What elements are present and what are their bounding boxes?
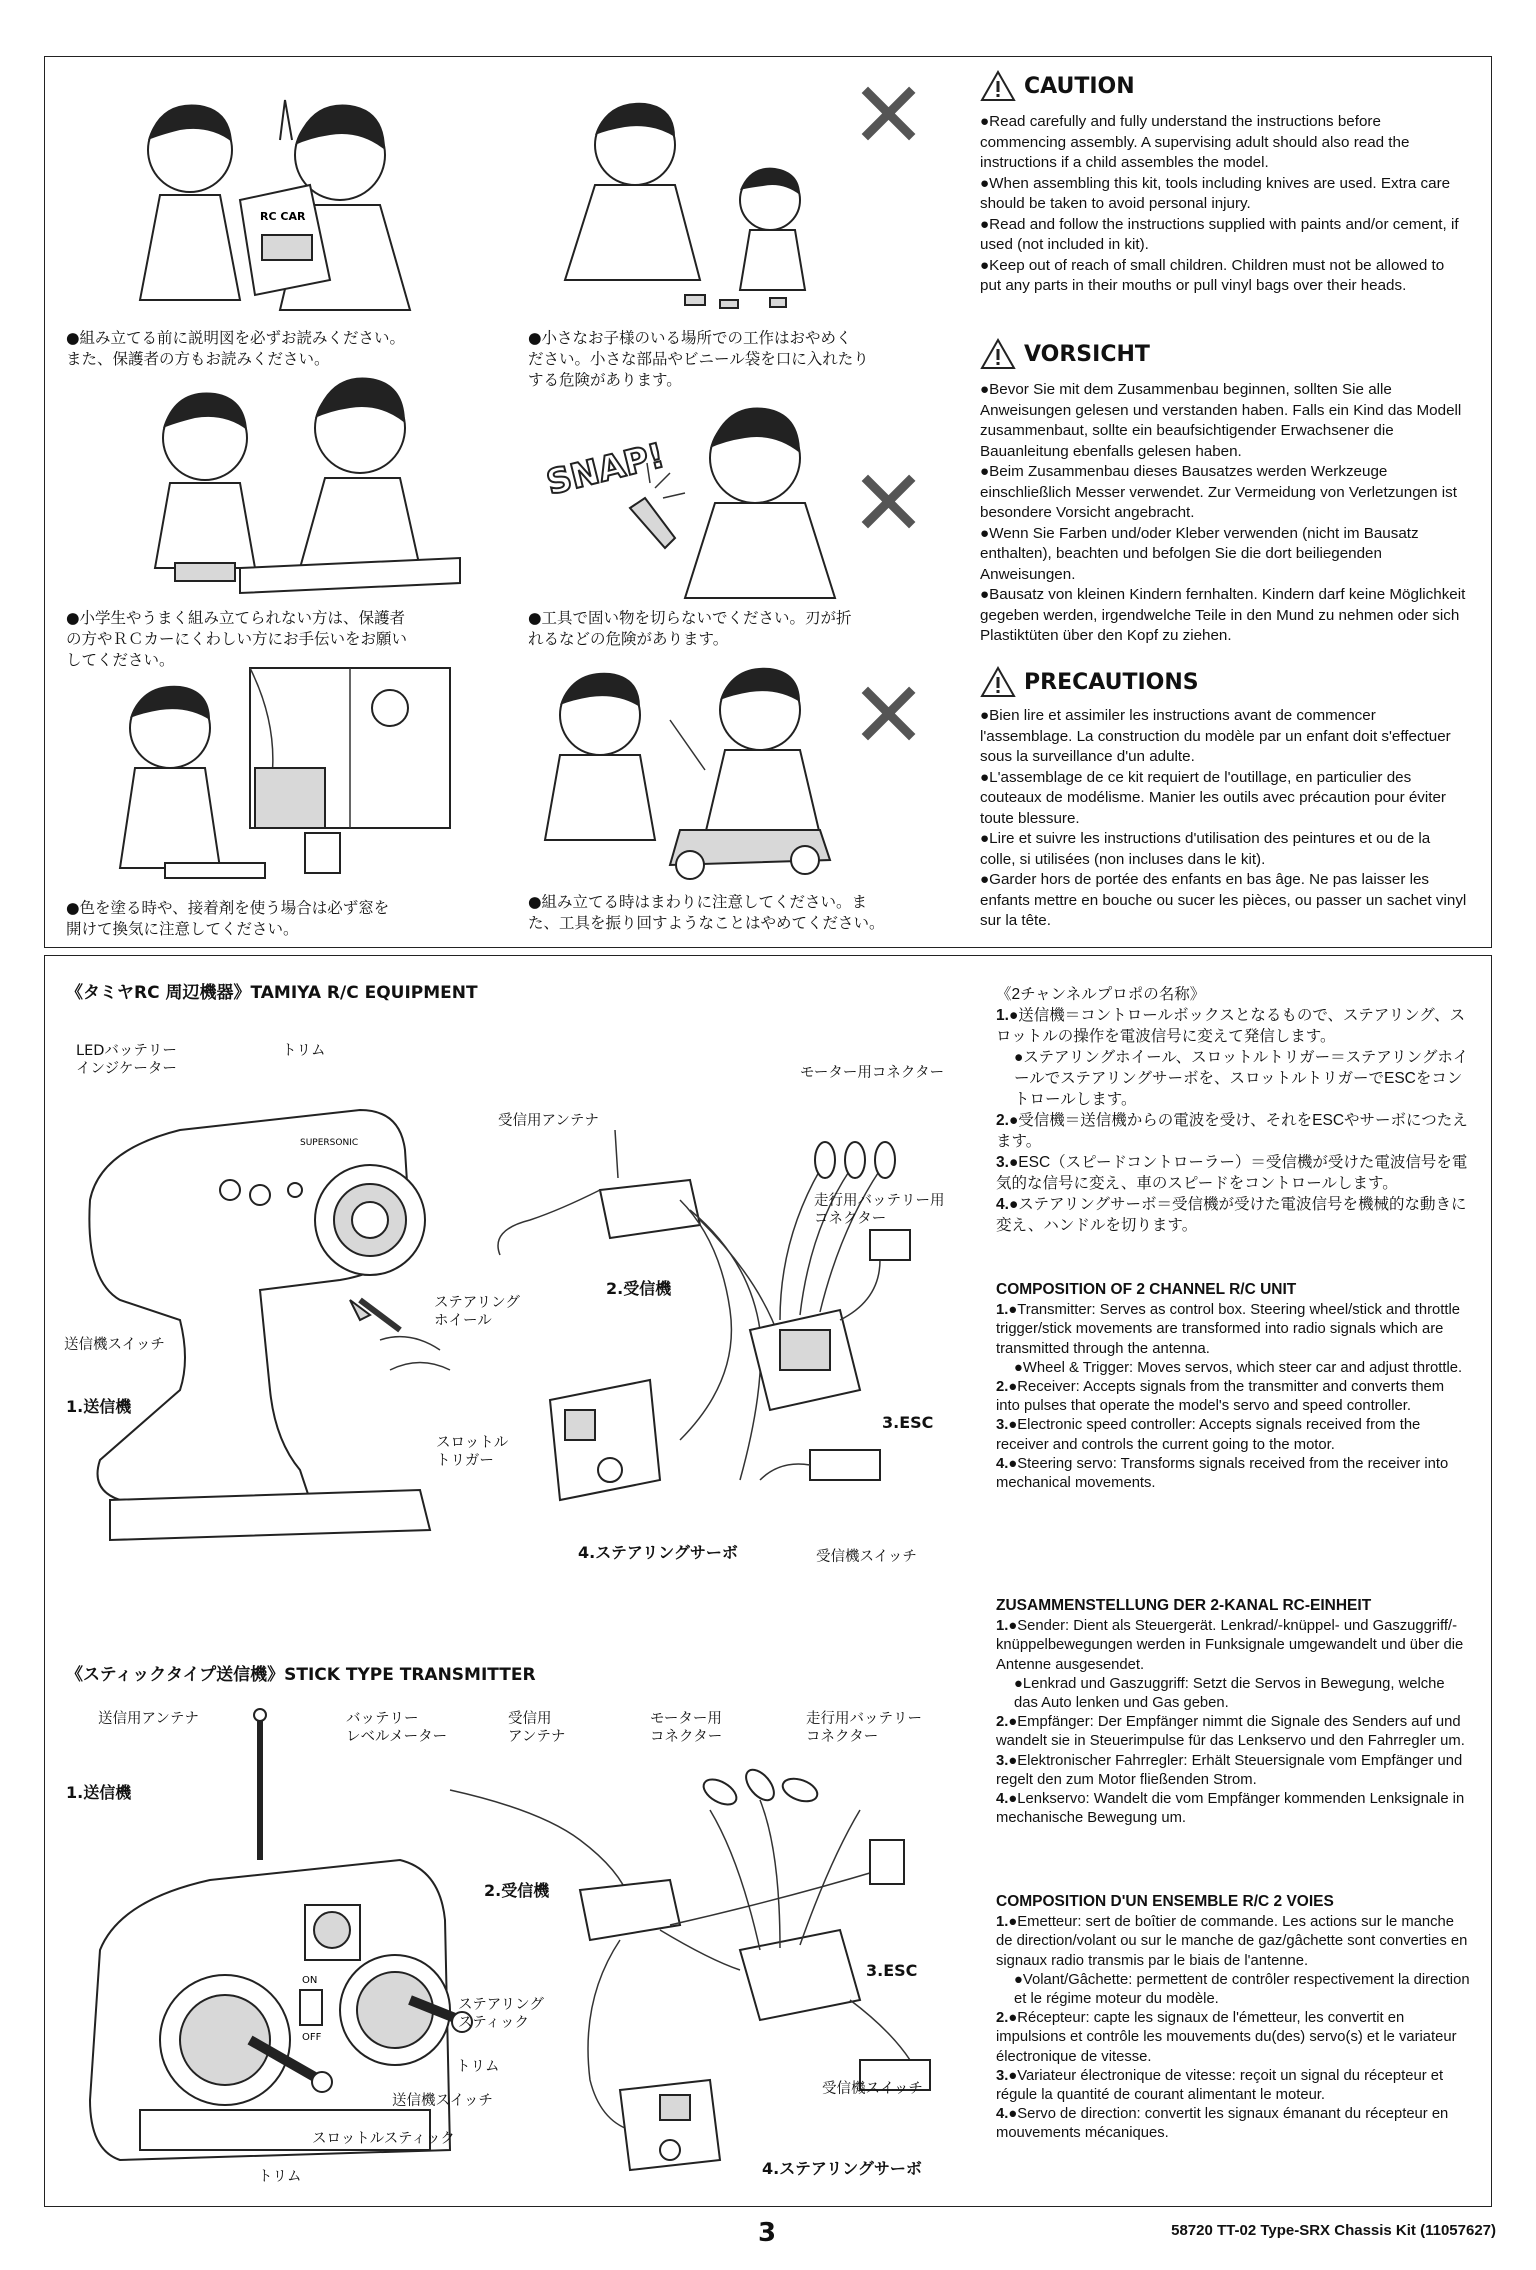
snap-text: SNAP! (542, 435, 669, 504)
label-trim-2: トリム (258, 2169, 302, 2185)
composition-jp-item: ●受信機＝送信機からの電波を受け、それをESCやサーボにつたえます。 (996, 1112, 1468, 1150)
vorsicht-item: ●Bevor Sie mit dem Zusammenbau beginnen, sollten Sie alle Anweisungen gelesen und verstanden haben. Falls ein Kind das Modell zusammenbaut, sollte ein beaufsichtigender Erwachsener die Bauanleitung ebenfalls gelesen haben. (980, 381, 1462, 460)
composition-fr (996, 1892, 1472, 2144)
label-steering-stick: ステアリング スティック (458, 1997, 544, 2031)
vorsicht-title: VORSICHT (1024, 341, 1150, 367)
composition-fr-item: ●Récepteur: capte les signaux de l'émetteur, les convertit en impulsions et contrôle les mouvements du(des) servo(s) et le variateur électronique de vitesse. (996, 2010, 1457, 2065)
precautions-item: ●L'assemblage de ce kit requiert de l'outillage, en particulier des couteaux de modélisme. Manier les outils avec précaution pour éviter toute blessure. (980, 768, 1446, 827)
label-throttle-trigger: スロットル トリガー (436, 1435, 509, 1469)
label-steering-servo-stick: 4.ステアリングサーボ (762, 2159, 922, 2178)
safety-caption-3: ●色を塗る時や、接着剤を使う場合は必ず窓を 開けて換気に注意してください。 (66, 899, 390, 938)
composition-fr-item: ●Volant/Gâchette: permettent de contrôler respectivement la direction et le régime moteur du modèle. (1014, 1971, 1470, 2008)
safety-caption-4: ●小さなお子様のいる場所での工作はおやめく ださい。小さな部品やビニール袋を口に入れたり する危険があります。 (528, 329, 869, 389)
composition-de-title: ZUSAMMENSTELLUNG DER 2-KANAL RC-EINHEIT (996, 1597, 1372, 1614)
equipment-section-title: 《タミヤRC 周辺機器》TAMIYA R/C EQUIPMENT (66, 983, 478, 1003)
caution-title: CAUTION (1024, 73, 1135, 99)
item-number: 2. (996, 1379, 1009, 1396)
composition-jp-item: ●ESC（スピードコントローラー）＝受信機が受けた電波信号を電気的な信号に変え、車のスピードをコントロールします。 (996, 1154, 1468, 1192)
label-trim: トリム (282, 1043, 326, 1059)
footer-kit-title: 58720 TT-02 Type-SRX Chassis Kit (11057627) (1171, 2222, 1496, 2239)
item-number: 3. (996, 1417, 1009, 1434)
warning-triangle-icon (980, 666, 1016, 698)
composition-en-item: ●Wheel & Trigger: Moves servos, which steer car and adjust throttle. (1014, 1359, 1463, 1376)
precautions-item: ●Bien lire et assimiler les instructions avant de commencer l'assemblage. La construction du modèle par un enfant doit s'effectuer sous la surveillance d'un adulte. (980, 707, 1451, 765)
composition-de (996, 1596, 1472, 1828)
composition-de-item: ●Lenkservo: Wandelt die vom Empfänger kommenden Lenksignale in mechanische Bewegung um. (996, 1791, 1465, 1827)
composition-jp (996, 984, 1472, 1236)
warning-triangle-icon (980, 70, 1016, 102)
magazine-cover-text: RC CAR (260, 210, 306, 223)
composition-en-item: ●Steering servo: Transforms signals received from the receiver into mechanical movements. (996, 1455, 1449, 1492)
prohibited-x-mark-1: ✕ (850, 62, 928, 169)
vorsicht-item: ●Wenn Sie Farben und/oder Kleber verwenden (nicht im Bausatz enthalten), beachten und befolgen Sie die dort beiliegenden Anweisungen. (980, 524, 1419, 583)
item-number: 1. (996, 1618, 1009, 1635)
safety-caption-5: ●工具で固い物を切らないでください。刃が折 れるなどの危険があります。 (528, 609, 852, 648)
label-tx-antenna: 送信用アンテナ (98, 1711, 199, 1727)
composition-de-item: ●Lenkrad und Gaszuggriff: Setzt die Servos in Bewegung, welche das Auto lenken und Gas geben. (1014, 1675, 1445, 1712)
item-number: 2. (996, 2010, 1009, 2027)
vorsicht-text (980, 380, 1468, 647)
composition-en-item: ●Receiver: Accepts signals from the transmitter and converts them into pulses that operate the model's servo and speed controller. (996, 1379, 1445, 1415)
item-number: 4. (996, 1791, 1009, 1808)
label-steering-wheel: ステアリング ホイール (434, 1295, 520, 1329)
label-motor-connector-stick: モーター用 コネクター (650, 1711, 723, 1745)
label-rx-antenna: 受信用 アンテナ (508, 1711, 566, 1745)
item-number: 3. (996, 1752, 1009, 1769)
switch-off-text: OFF (302, 2032, 322, 2043)
composition-de-item: ●Elektronischer Fahrregler: Erhält Steuersignale vom Empfänger und regelt den zum Motor fließenden Strom. (996, 1752, 1463, 1788)
illustration-stick-transmitter-system (60, 1700, 960, 2190)
item-number: 1. (996, 1007, 1009, 1024)
prohibited-x-mark-3: ✕ (850, 662, 928, 769)
composition-fr-title: COMPOSITION D'UN ENSEMBLE R/C 2 VOIES (996, 1893, 1334, 1910)
label-battery-connector: 走行用バッテリー用 コネクター (814, 1193, 945, 1227)
item-number: 4. (996, 1455, 1009, 1472)
vorsicht-heading (980, 338, 1150, 370)
label-battery-connector-stick: 走行用バッテリー コネクター (806, 1711, 922, 1745)
label-tx-switch: 送信機スイッチ (392, 2093, 493, 2109)
illustration-helping-child (80, 368, 480, 608)
label-receiver-switch: 受信機スイッチ (816, 1549, 917, 1565)
precautions-item: ●Lire et suivre les instructions d'utilisation des peintures et ou de la colle, si utilisées (non incluses dans le kit). (980, 830, 1431, 868)
composition-jp-item: ●送信機＝コントロールボックスとなるもので、ステアリング、スロットルの操作を電波信号に変えて発信します。 (996, 1007, 1466, 1045)
label-led-indicator: LEDバッテリー インジケーター (76, 1043, 177, 1077)
composition-jp-title: 《2チャンネルプロポの名称》 (996, 986, 1206, 1003)
caution-text (980, 112, 1468, 297)
label-receiver-stick: 2.受信機 (484, 1881, 550, 1900)
composition-de-item: ●Sender: Dient als Steuergerät. Lenkrad/-knüppel- und Gaszuggriff/- knüppelbewegungen werden in Funksignale umgewandelt und über die Antenne ausgesendet. (996, 1618, 1464, 1673)
item-number: 4. (996, 1196, 1009, 1213)
caution-heading (980, 70, 1135, 102)
illustration-painting-ventilation (90, 668, 490, 888)
composition-fr-item: ●Variateur électronique de vitesse: reçoit un signal du récepteur et régule la quantité de courant alimentant le moteur. (996, 2067, 1444, 2104)
caution-item: ●Read carefully and fully understand the instructions before commencing assembly. A supervising adult should also read the instructions if a child assembles the model. (980, 113, 1410, 171)
label-battery-meter: バッテリー レベルメーター (346, 1711, 448, 1745)
label-receiver: 2.受信機 (606, 1279, 672, 1298)
precautions-heading (980, 666, 1199, 698)
label-transmitter-stick: 1.送信機 (66, 1783, 132, 1802)
label-receiver-antenna: 受信用アンテナ (498, 1113, 599, 1129)
label-motor-connector: モーター用コネクター (800, 1065, 945, 1081)
page-number: 3 (758, 2218, 777, 2248)
prohibited-x-mark-2: ✕ (850, 450, 928, 557)
precautions-item: ●Garder hors de portée des enfants en bas âge. Ne pas laisser les enfants mettre en bouche ou sucer les pièces, ou passer un sachet vinyl sur la tête. (980, 871, 1467, 929)
safety-caption-6: ●組み立てる時はまわりに注意してください。ま た、工具を振り回すようなことはやめてください。 (528, 893, 885, 932)
warning-triangle-icon (980, 338, 1016, 370)
precautions-title: PRECAUTIONS (1024, 669, 1199, 695)
composition-en (996, 1280, 1472, 1493)
label-throttle-stick: スロットルスティック (312, 2131, 455, 2147)
switch-on-text: ON (302, 1975, 318, 1986)
item-number: 2. (996, 1714, 1009, 1731)
illustration-swinging-tools (530, 660, 850, 890)
item-number: 4. (996, 2106, 1009, 2123)
caution-item: ●When assembling this kit, tools including knives are used. Extra care should be taken to avoid personal injury. (980, 174, 1451, 212)
illustration-small-children (525, 90, 845, 320)
illustration-cutting-hard-objects (535, 388, 845, 598)
composition-jp-item: ●ステアリングサーボ＝受信機が受けた電波信号を機械的な動きに変え、ハンドルを切ります。 (996, 1196, 1467, 1234)
composition-en-title: COMPOSITION OF 2 CHANNEL R/C UNIT (996, 1281, 1297, 1298)
composition-fr-item: ●Servo de direction: convertit les signaux émanant du récepteur en mouvements mécaniques. (996, 2106, 1449, 2142)
caution-item: ●Keep out of reach of small children. Children must not be allowed to put any parts in their mouths or pull vinyl bags over their heads. (980, 256, 1445, 294)
composition-en-item: ●Transmitter: Serves as control box. Steering wheel/stick and throttle trigger/stick movements are transformed into radio signals which are transmitted through the antenna. (996, 1302, 1461, 1357)
composition-en-item: ●Electronic speed controller: Accepts signals received from the receiver and controls the current going to the motor. (996, 1417, 1421, 1453)
transmitter-brand-text: SUPERSONIC (300, 1138, 359, 1148)
item-number: 1. (996, 1914, 1009, 1931)
item-number: 3. (996, 1154, 1009, 1171)
vorsicht-item: ●Bausatz von kleinen Kindern fernhalten. Kindern darf keine Möglichkeit gegeben werden, irgendwelche Teile in den Mund zu nehmen oder sich Plastiktüten über den Kopf zu ziehen. (980, 586, 1466, 644)
label-transmitter-switch: 送信機スイッチ (64, 1337, 165, 1353)
precautions-text (980, 706, 1468, 932)
composition-de-item: ●Empfänger: Der Empfänger nimmt die Signale des Senders auf und wandelt sie in Steuerimpulse für das Lenkservo und den Fahrregler um. (996, 1714, 1465, 1750)
item-number: 3. (996, 2067, 1009, 2084)
illustration-reading-instructions (80, 80, 480, 320)
label-esc-stick: 3.ESC (866, 1961, 918, 1980)
label-trim-1: トリム (456, 2059, 500, 2075)
label-esc: 3.ESC (882, 1413, 934, 1432)
vorsicht-item: ●Beim Zusammenbau dieses Bausatzes werden Werkzeuge einschließlich Messer verwendet. Zur Vermeidung von Verletzungen ist besondere Vorsicht angebracht. (980, 463, 1457, 521)
label-rx-switch-stick: 受信機スイッチ (822, 2081, 923, 2097)
safety-caption-2: ●小学生やうまく組み立てられない方は、保護者 の方やＲＣカーにくわしい方にお手伝いをお願い してください。 (66, 609, 408, 669)
item-number: 1. (996, 1302, 1009, 1319)
composition-jp-item: ●ステアリングホイール、スロットルトリガー＝ステアリングホイールでステアリングサーボを、スロットルトリガーでESCをコントロールします。 (1014, 1049, 1469, 1108)
label-transmitter: 1.送信機 (66, 1397, 132, 1416)
label-steering-servo: 4.ステアリングサーボ (578, 1543, 738, 1562)
composition-fr-item: ●Emetteur: sert de boîtier de commande. Les actions sur le manche de direction/volant ou sur le manche de gaz/gâchette sont converties en signaux radio transmis par le biais de l'antenne. (996, 1914, 1468, 1969)
stick-section-title: 《スティックタイプ送信機》STICK TYPE TRANSMITTER (66, 1665, 536, 1685)
safety-caption-1: ●組み立てる前に説明図を必ずお読みください。 また、保護者の方もお読みください。 (66, 329, 406, 368)
item-number: 2. (996, 1112, 1009, 1129)
caution-item: ●Read and follow the instructions supplied with paints and/or cement, if used (not included in kit). (980, 215, 1459, 253)
